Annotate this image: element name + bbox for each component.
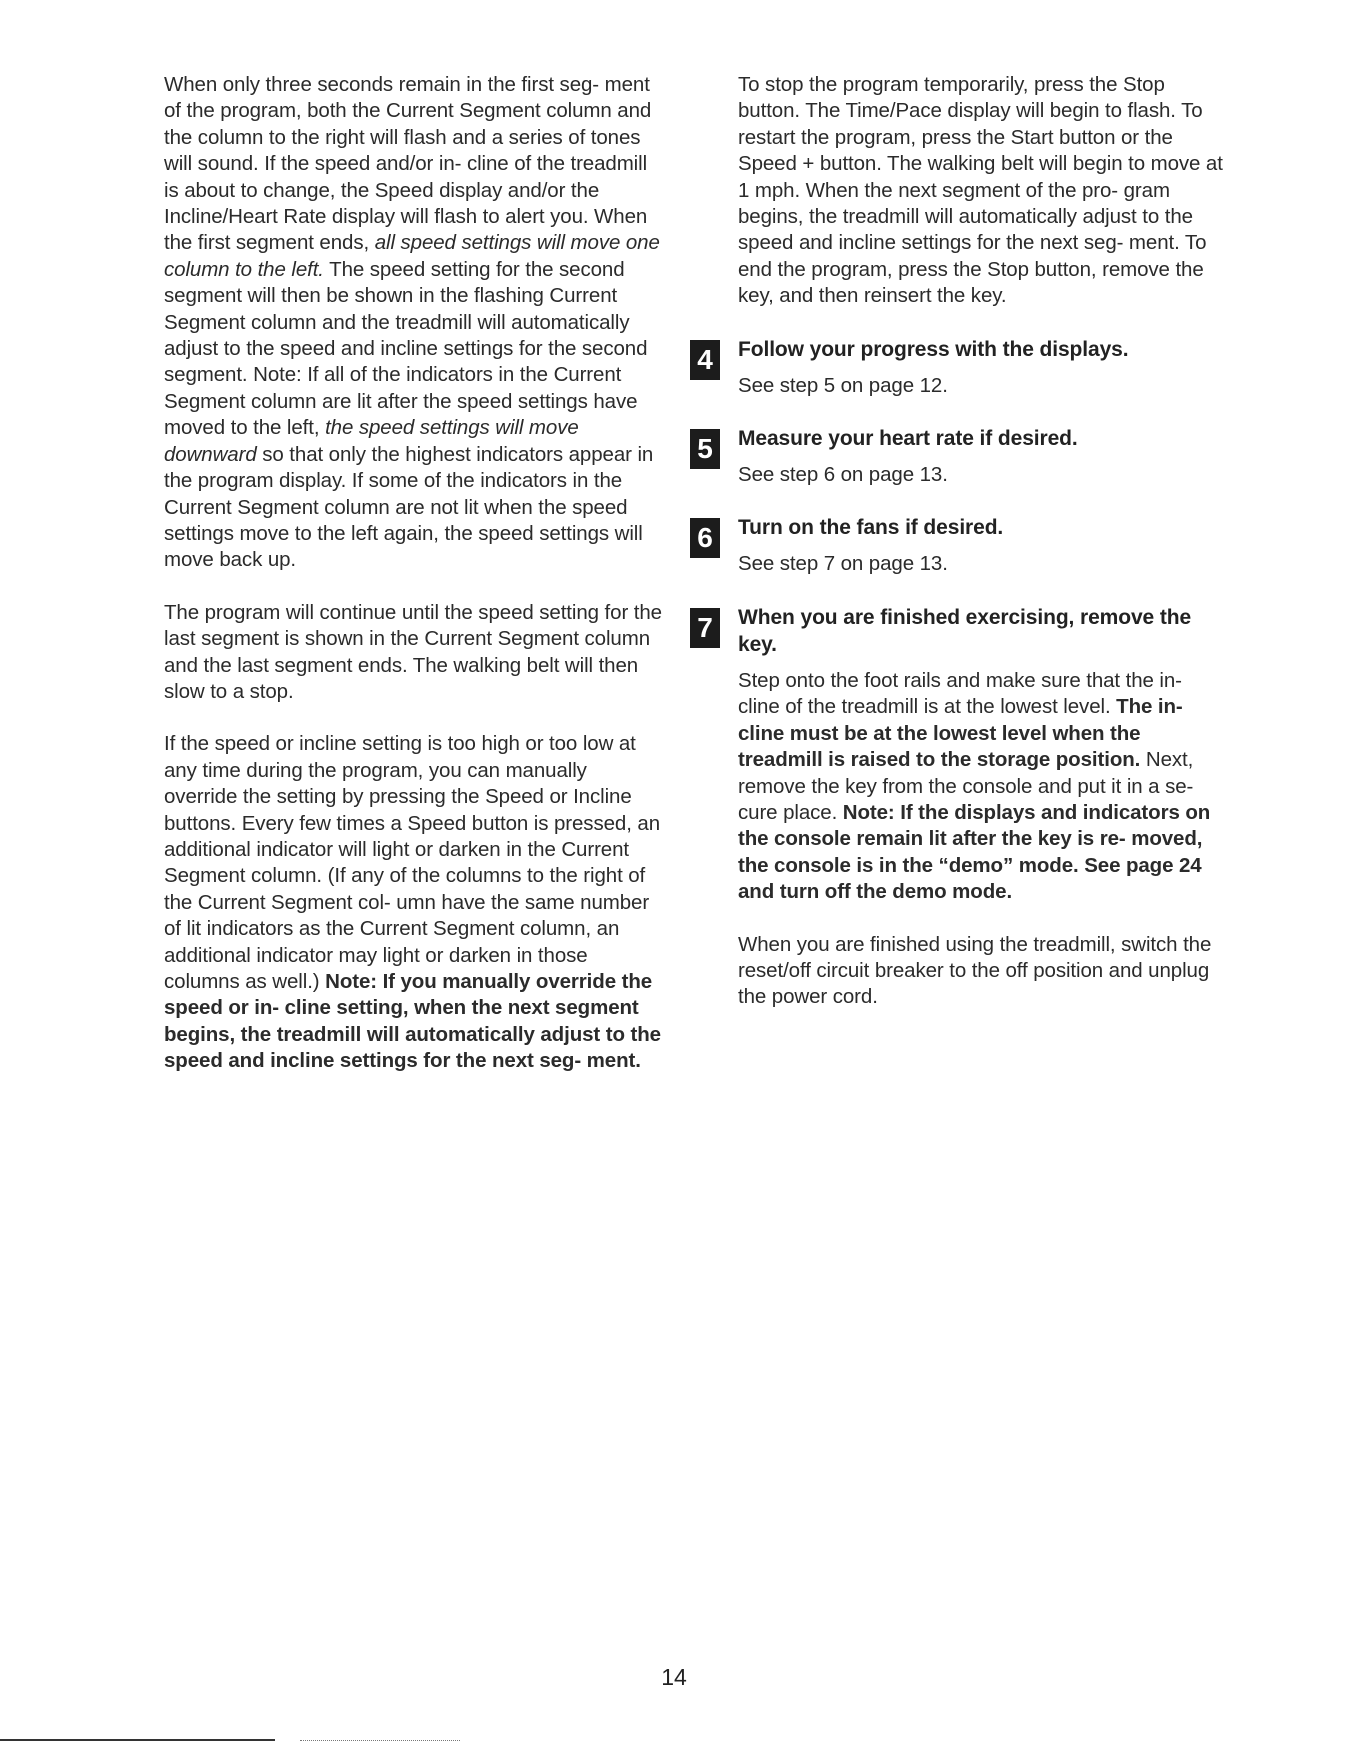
page-number: 14 [661, 1664, 687, 1690]
right-paragraph-final: When you are finished using the treadmill, switch the reset/off circuit breaker to the off position and unplug the power cord. [738, 932, 1212, 1009]
step-7-body: Step onto the foot rails and make sure that the in- cline of the treadmill is at the lowest level. The in- cline must be at the lowest level when the treadmill is raised to the storage position. Next, remove the key from the console and put it in a se- cure place. Note: If the displays and indicators on the console remain lit after the key is re- moved, the console is in the “demo” mode. See page 24 and turn off the demo mode. [738, 668, 1211, 904]
right-column [697, 72, 1228, 1037]
step-heading: Follow your progress with the displays. [738, 337, 1129, 361]
step-text: See step 7 on page 13. [738, 552, 948, 576]
step-text: See step 6 on page 13. [738, 463, 948, 487]
bottom-dotted-rule [300, 1740, 460, 1742]
step-heading: Measure your heart rate if desired. [738, 427, 1078, 451]
left-paragraph-2: The program will continue until the speed setting for the last segment is shown in the Current Segment column and the last segment ends. The walking belt will then slow to a stop. [164, 600, 662, 703]
step-number-badge: 4 [690, 340, 720, 380]
right-paragraph-stop: To stop the program temporarily, press the Stop button. The Time/Pace display will begin to flash. To restart the program, press the Start button or the Speed + button. The walking belt will begin to move at 1 mph. When the next segment of the pro- gram begins, the treadmill will automatically adjust to the speed and incline settings for the next seg- ment. To end the program, press the Stop button, remove the key, and then reinsert the key. [738, 73, 1223, 308]
step-7 [697, 604, 1228, 906]
left-paragraph-1: When only three seconds remain in the first seg- ment of the program, both the Current Segment column and the column to the right will flash and a series of tones will sound. If the speed and/or in- cline of the treadmill is about to change, the Speed display and/or the Incline/Heart Rate display will flash to alert you. When the first segment ends, all speed settings will move one column to the left. The speed setting for the second segment will then be shown in the flashing Current Segment column and the treadmill will automatically adjust to the speed and incline settings for the second segment. Note: If all of the indicators in the Current Segment column are lit after the speed settings have moved to the left, the speed settings will move downward so that only the highest indicators appear in the program display. If some of the indicators in the Current Segment column are not lit when the speed settings move to the left again, the speed settings will move back up. [164, 73, 660, 572]
left-paragraph-3: If the speed or incline setting is too high or too low at any time during the program, you can manually override the setting by pressing the Speed or Incline buttons. Every few times a Speed button is pressed, an additional indicator will light or darken in the Current Segment column. (If any of the columns to the right of the Current Segment col- umn have the same number of lit indicators as the Current Segment column, an additional indicator may light or darken in those columns as well.) Note: If you manually override the speed or in- cline setting, when the next segment begins, the treadmill will automatically adjust to the speed and incline settings for the next seg- ment. [164, 732, 661, 1073]
step-6 [697, 514, 1228, 577]
bottom-rule [0, 1739, 275, 1741]
step-5 [697, 425, 1228, 488]
step-text: See step 5 on page 12. [738, 373, 948, 397]
step-number-badge: 7 [690, 608, 720, 648]
step-number-badge: 6 [690, 518, 720, 558]
step-heading: When you are finished exercising, remove the key. [738, 605, 1192, 656]
step-heading: Turn on the fans if desired. [738, 516, 1004, 540]
step-4 [697, 336, 1228, 399]
left-column [164, 72, 664, 1101]
step-number-badge: 5 [690, 429, 720, 469]
